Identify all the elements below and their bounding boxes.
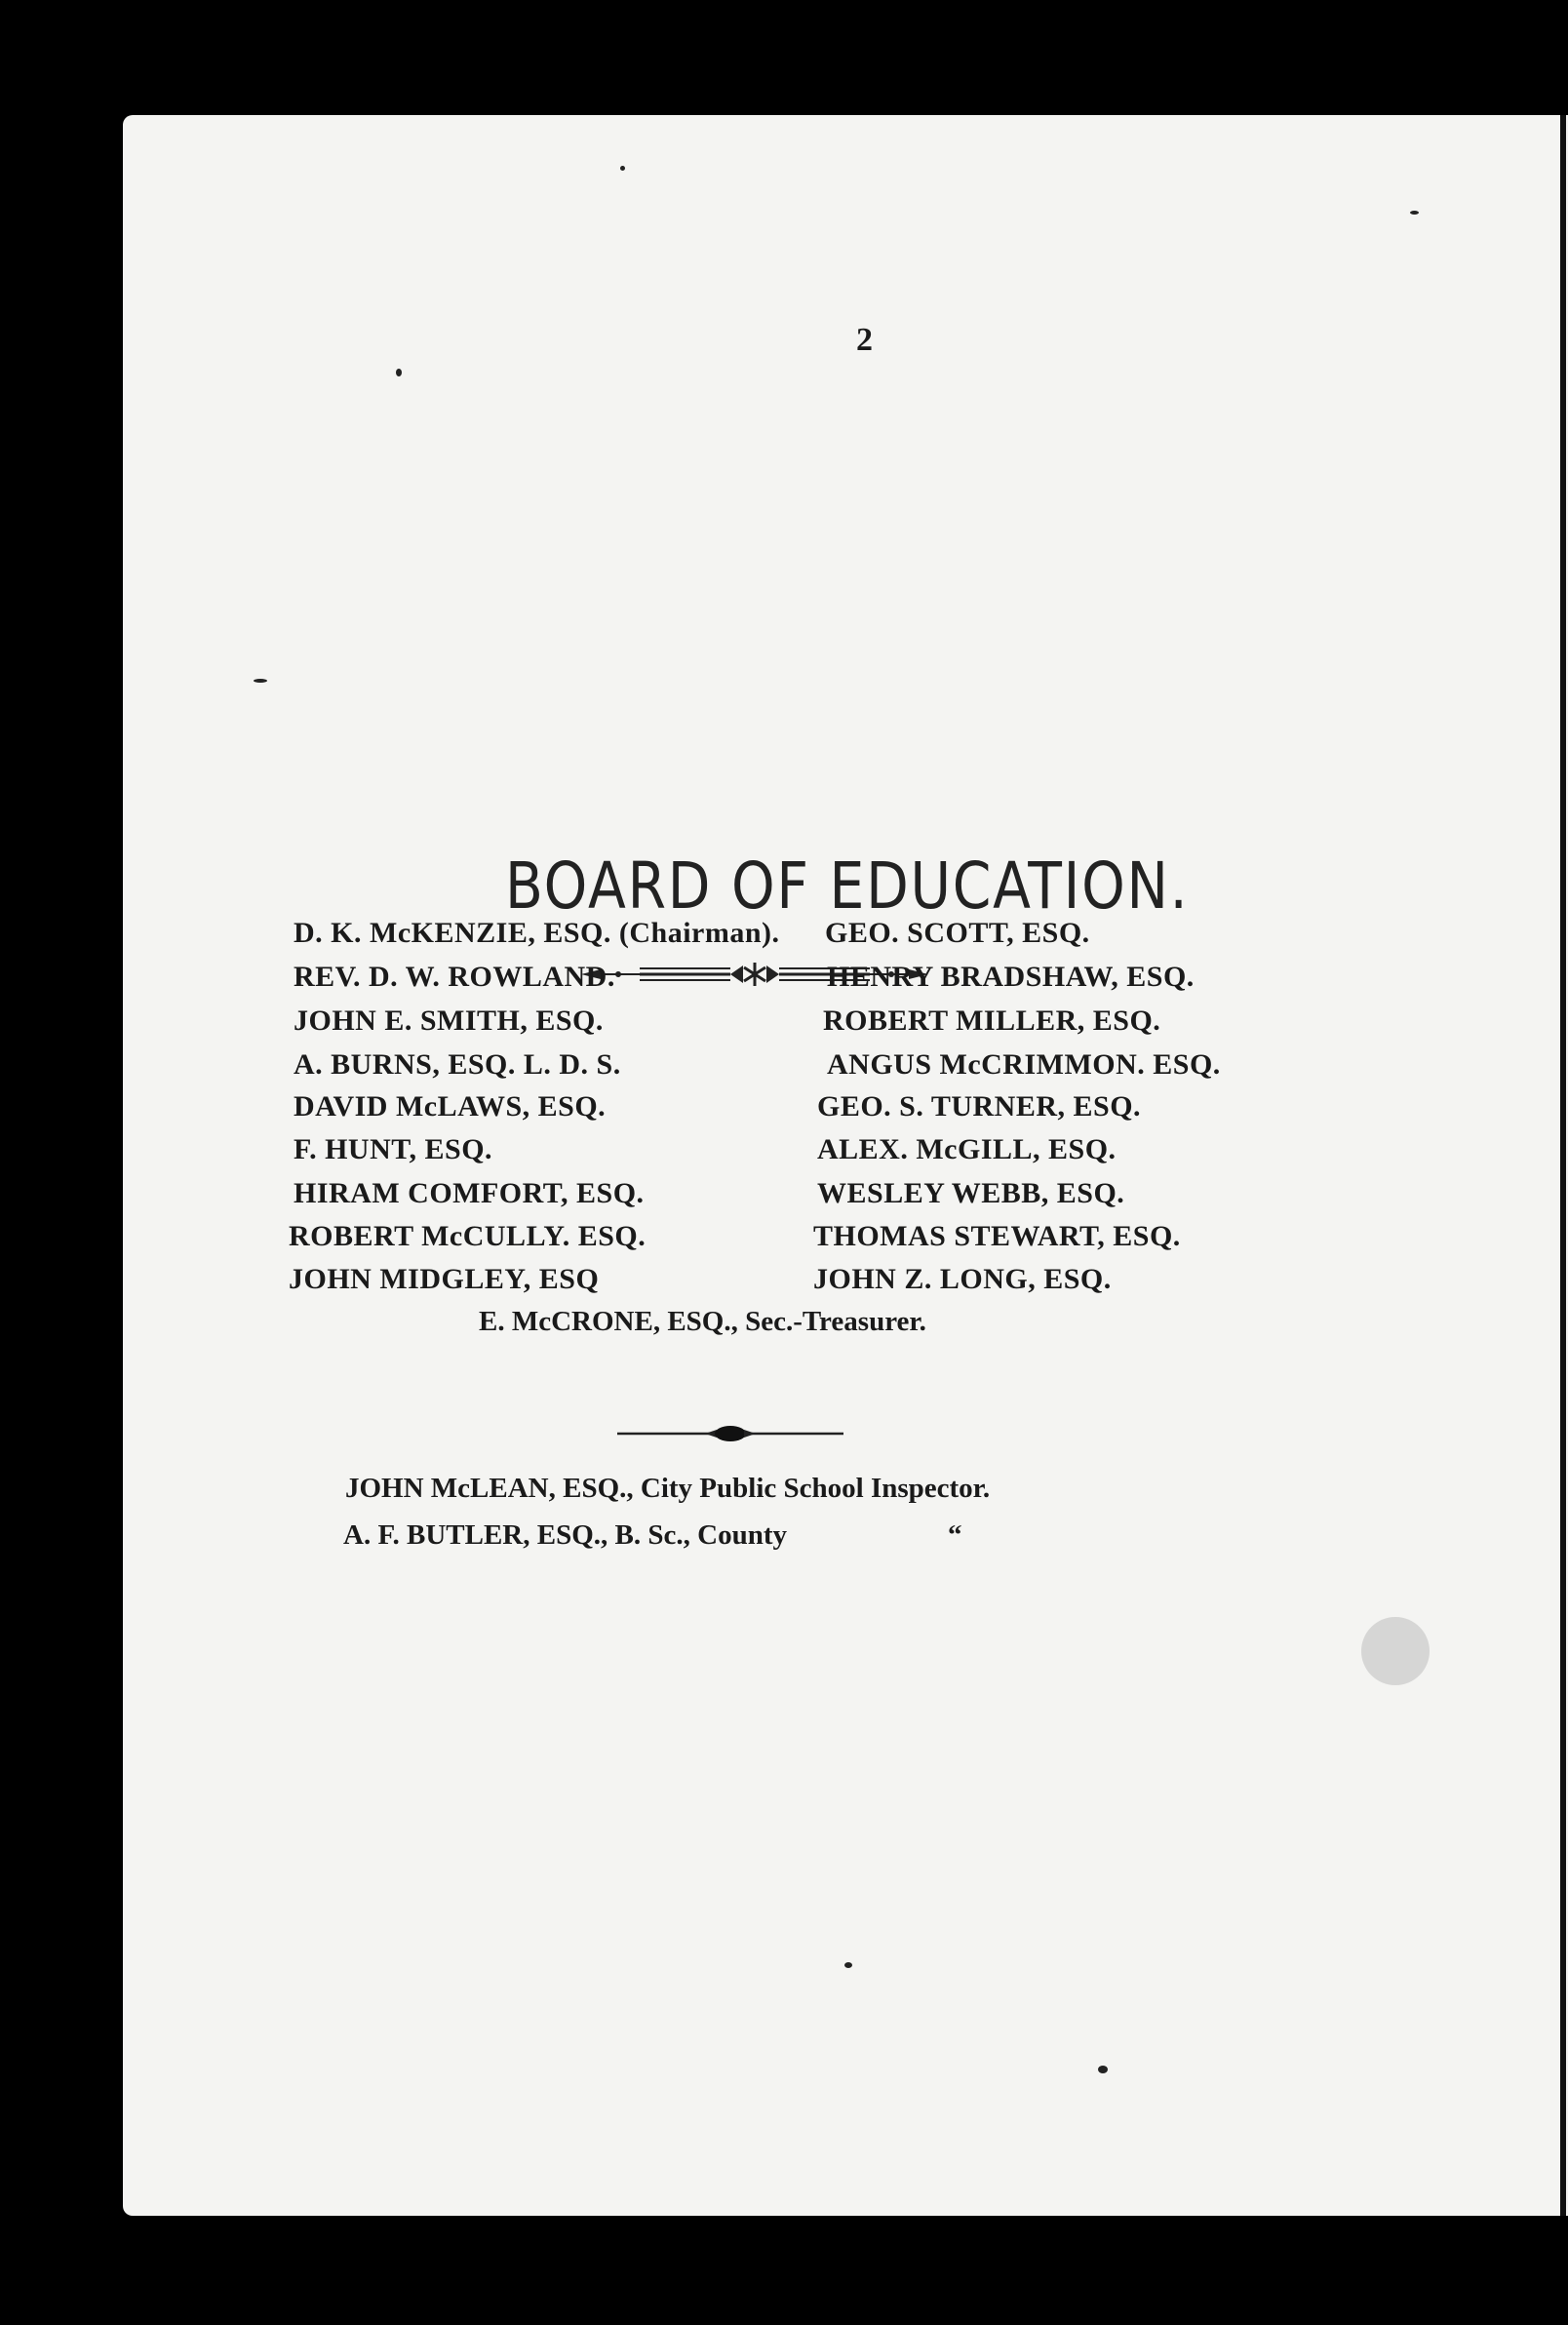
page-number: 2 (856, 322, 873, 358)
member-right-5: GEO. S. TURNER, ESQ. (817, 1090, 1142, 1123)
member-right-9: JOHN Z. LONG, ESQ. (813, 1263, 1112, 1295)
scan-speck (1098, 2066, 1108, 2073)
page-fold-line (1560, 115, 1566, 2216)
secretary-treasurer: E. McCRONE, ESQ., Sec.-Treasurer. (479, 1306, 926, 1337)
member-left-7: HIRAM COMFORT, ESQ. (294, 1177, 645, 1209)
scan-speck (620, 166, 625, 171)
member-right-4: ANGUS McCRIMMON. ESQ. (827, 1048, 1221, 1081)
member-left-6: F. HUNT, ESQ. (294, 1133, 493, 1165)
scan-speck (396, 369, 402, 376)
member-right-1: GEO. SCOTT, ESQ. (825, 917, 1090, 949)
scan-speck (254, 679, 267, 683)
scan-speck (1361, 1617, 1430, 1685)
inspector-county: A. F. BUTLER, ESQ., B. Sc., County (343, 1519, 787, 1551)
member-left-9: JOHN MIDGLEY, ESQ (289, 1263, 600, 1295)
small-divider-icon (615, 1422, 845, 1445)
member-left-4: A. BURNS, ESQ. L. D. S. (294, 1048, 621, 1081)
member-right-7: WESLEY WEBB, ESQ. (817, 1177, 1125, 1209)
member-right-8: THOMAS STEWART, ESQ. (813, 1220, 1181, 1252)
document-page (123, 115, 1568, 2216)
member-right-6: ALEX. McGILL, ESQ. (817, 1133, 1117, 1165)
member-left-8: ROBERT McCULLY. ESQ. (289, 1220, 647, 1252)
page-title: BOARD OF EDUCATION. (505, 848, 1190, 924)
scan-speck (1410, 211, 1419, 215)
member-left-5: DAVID McLAWS, ESQ. (294, 1090, 607, 1123)
member-left-3: JOHN E. SMITH, ESQ. (294, 1005, 604, 1037)
ditto-mark: “ (948, 1519, 962, 1551)
member-left-2: REV. D. W. ROWLAND. (294, 961, 615, 993)
scan-speck (844, 1962, 852, 1968)
member-right-3: ROBERT MILLER, ESQ. (823, 1005, 1161, 1037)
member-left-1: D. K. McKENZIE, ESQ. (Chairman). (294, 917, 780, 949)
inspector-city: JOHN McLEAN, ESQ., City Public School Inspector. (345, 1473, 991, 1504)
member-right-2: HENRY BRADSHAW, ESQ. (827, 961, 1195, 993)
